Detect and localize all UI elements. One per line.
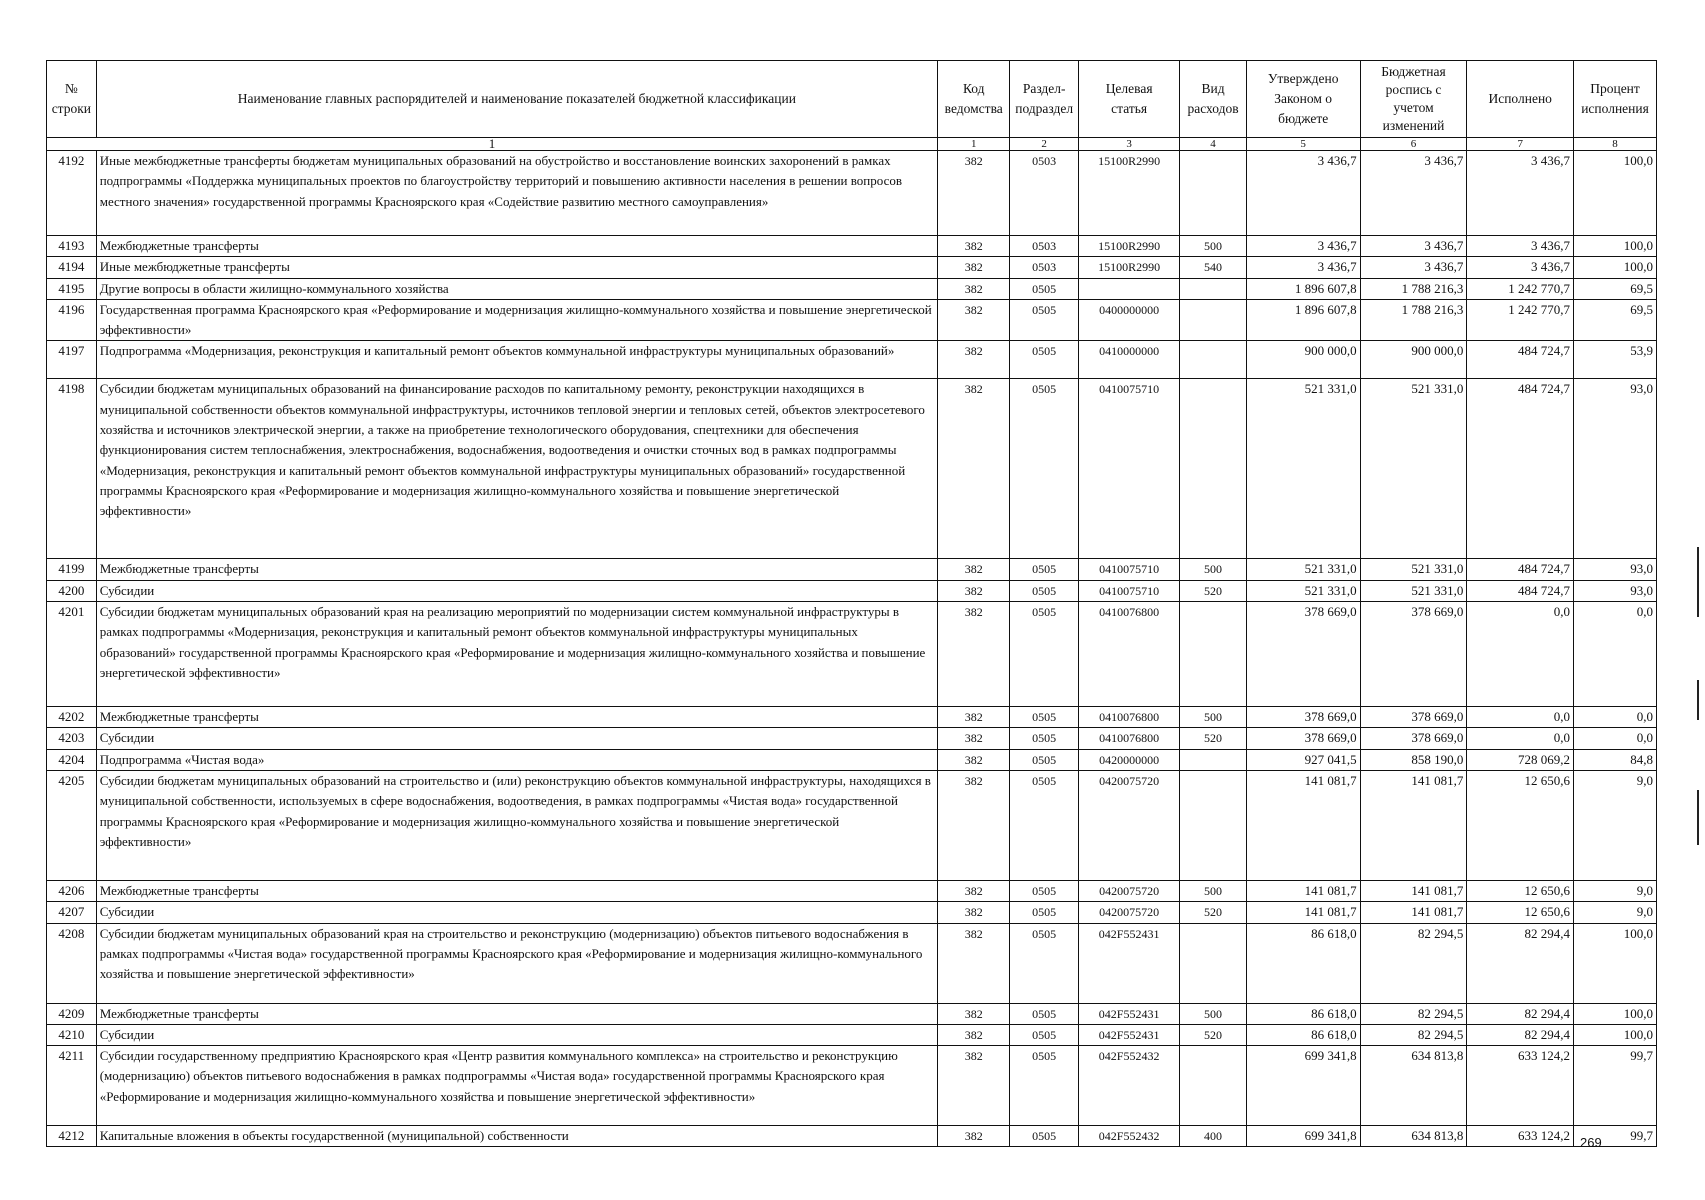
approved-amount: 521 331,0: [1246, 559, 1360, 580]
executed-amount: 82 294,4: [1467, 1024, 1574, 1045]
executed-amount: 633 124,2: [1467, 1046, 1574, 1126]
executed-amount: 484 724,7: [1467, 559, 1574, 580]
scan-edge-mark: [1697, 680, 1699, 720]
section-code: 0505: [1010, 580, 1078, 601]
scan-edge-mark: [1697, 547, 1699, 617]
column-number: 7: [1467, 138, 1574, 151]
table-row: [47, 257, 1657, 278]
approved-amount: 699 341,8: [1246, 1046, 1360, 1126]
dept-code: 382: [937, 1003, 1010, 1024]
dept-code: 382: [937, 580, 1010, 601]
dept-code: 382: [937, 728, 1010, 749]
header-row-number: № строки: [47, 61, 97, 138]
dept-code: 382: [937, 1046, 1010, 1126]
row-number: 4195: [47, 278, 97, 299]
approved-amount: 1 896 607,8: [1246, 299, 1360, 341]
row-number: 4204: [47, 749, 97, 770]
budget-list-amount: 900 000,0: [1360, 341, 1467, 379]
column-number: 6: [1360, 138, 1467, 151]
row-number: 4201: [47, 602, 97, 707]
executed-amount: 0,0: [1467, 728, 1574, 749]
section-code: 0505: [1010, 1003, 1078, 1024]
dept-code: 382: [937, 1126, 1010, 1147]
header-budget-list: Бюджетная роспись с учетом изменений: [1360, 61, 1467, 138]
approved-amount: 900 000,0: [1246, 341, 1360, 379]
executed-amount: 12 650,6: [1467, 770, 1574, 880]
executed-amount: 1 242 770,7: [1467, 299, 1574, 341]
approved-amount: 699 341,8: [1246, 1126, 1360, 1147]
header-approved: Утверждено Законом о бюджете: [1246, 61, 1360, 138]
dept-code: 382: [937, 559, 1010, 580]
dept-code: 382: [937, 902, 1010, 923]
row-name: Межбюджетные трансферты: [96, 236, 937, 257]
table-row: [47, 341, 1657, 379]
approved-amount: 141 081,7: [1246, 902, 1360, 923]
dept-code: 382: [937, 379, 1010, 559]
budget-list-amount: 1 788 216,3: [1360, 278, 1467, 299]
row-number: 4209: [47, 1003, 97, 1024]
section-code: 0505: [1010, 379, 1078, 559]
header-percent: Процент исполнения: [1574, 61, 1657, 138]
dept-code: 382: [937, 236, 1010, 257]
target-code: 0420075720: [1078, 770, 1180, 880]
table-row: [47, 728, 1657, 749]
row-number: 4206: [47, 880, 97, 901]
execution-percent: 9,0: [1574, 770, 1657, 880]
scan-edge-mark: [1697, 790, 1699, 845]
approved-amount: 378 669,0: [1246, 707, 1360, 728]
row-name: Межбюджетные трансферты: [96, 559, 937, 580]
dept-code: 382: [937, 151, 1010, 236]
execution-percent: 69,5: [1574, 299, 1657, 341]
budget-list-amount: 3 436,7: [1360, 257, 1467, 278]
approved-amount: 1 896 607,8: [1246, 278, 1360, 299]
table-row: [47, 278, 1657, 299]
section-code: 0505: [1010, 1126, 1078, 1147]
executed-amount: 82 294,4: [1467, 1003, 1574, 1024]
dept-code: 382: [937, 341, 1010, 379]
budget-list-amount: 634 813,8: [1360, 1046, 1467, 1126]
expense-type-code: [1180, 1046, 1246, 1126]
table-row: [47, 880, 1657, 901]
header-name: Наименование главных распорядителей и наименование показателей бюджетной классификации: [96, 61, 937, 138]
row-name: Подпрограмма «Чистая вода»: [96, 749, 937, 770]
expense-type-code: 520: [1180, 728, 1246, 749]
row-number: 4200: [47, 580, 97, 601]
execution-percent: 100,0: [1574, 1003, 1657, 1024]
row-number: 4194: [47, 257, 97, 278]
column-number: 2: [1010, 138, 1078, 151]
execution-percent: 100,0: [1574, 1024, 1657, 1045]
target-code: 042F552431: [1078, 1024, 1180, 1045]
approved-amount: 378 669,0: [1246, 602, 1360, 707]
section-code: 0503: [1010, 151, 1078, 236]
expense-type-code: 520: [1180, 580, 1246, 601]
dept-code: 382: [937, 278, 1010, 299]
execution-percent: 9,0: [1574, 902, 1657, 923]
executed-amount: 484 724,7: [1467, 379, 1574, 559]
execution-percent: 0,0: [1574, 602, 1657, 707]
execution-percent: 99,7: [1574, 1046, 1657, 1126]
table-row: [47, 1024, 1657, 1045]
table-row: [47, 770, 1657, 880]
execution-percent: 84,8: [1574, 749, 1657, 770]
column-number: 1: [937, 138, 1010, 151]
target-code: 15100R2990: [1078, 257, 1180, 278]
table-row: [47, 707, 1657, 728]
column-number: 4: [1180, 138, 1246, 151]
executed-amount: 728 069,2: [1467, 749, 1574, 770]
section-code: 0505: [1010, 299, 1078, 341]
expense-type-code: [1180, 278, 1246, 299]
page-number: 269: [1580, 1135, 1602, 1150]
budget-list-amount: 82 294,5: [1360, 1003, 1467, 1024]
execution-percent: 100,0: [1574, 236, 1657, 257]
header-target: Целевая статья: [1078, 61, 1180, 138]
row-number: 4193: [47, 236, 97, 257]
expense-type-code: [1180, 151, 1246, 236]
budget-list-amount: 82 294,5: [1360, 1024, 1467, 1045]
approved-amount: 3 436,7: [1246, 151, 1360, 236]
expense-type-code: 500: [1180, 559, 1246, 580]
table-row: [47, 602, 1657, 707]
row-number: 4192: [47, 151, 97, 236]
budget-list-amount: 634 813,8: [1360, 1126, 1467, 1147]
target-code: 0410076800: [1078, 728, 1180, 749]
target-code: 0410075710: [1078, 580, 1180, 601]
dept-code: 382: [937, 770, 1010, 880]
target-code: 042F552431: [1078, 1003, 1180, 1024]
executed-amount: 3 436,7: [1467, 257, 1574, 278]
header-executed: Исполнено: [1467, 61, 1574, 138]
row-number: 4212: [47, 1126, 97, 1147]
approved-amount: 141 081,7: [1246, 770, 1360, 880]
dept-code: 382: [937, 880, 1010, 901]
target-code: 15100R2990: [1078, 151, 1180, 236]
row-name: Другие вопросы в области жилищно-коммунального хозяйства: [96, 278, 937, 299]
executed-amount: 3 436,7: [1467, 236, 1574, 257]
expense-type-code: [1180, 749, 1246, 770]
budget-list-amount: 378 669,0: [1360, 602, 1467, 707]
dept-code: 382: [937, 707, 1010, 728]
budget-list-amount: 521 331,0: [1360, 379, 1467, 559]
executed-amount: 484 724,7: [1467, 580, 1574, 601]
row-name: Капитальные вложения в объекты государственной (муниципальной) собственности: [96, 1126, 937, 1147]
expense-type-code: [1180, 379, 1246, 559]
expense-type-code: 500: [1180, 707, 1246, 728]
table-row: [47, 236, 1657, 257]
execution-percent: 53,9: [1574, 341, 1657, 379]
section-code: 0505: [1010, 707, 1078, 728]
row-number: 4198: [47, 379, 97, 559]
execution-percent: 93,0: [1574, 379, 1657, 559]
row-name: Иные межбюджетные трансферты бюджетам муниципальных образований на обустройство и восстановление воинских захоронений в рамках подпрограммы «Поддержка муниципальных проектов по благоустройству территорий и повышению активности населения в решении вопросов местного значения» государственной программы Красноярского края «Содействие развитию местного самоуправления»: [96, 151, 937, 236]
section-code: 0505: [1010, 1024, 1078, 1045]
target-code: 042F552431: [1078, 923, 1180, 1003]
header-expense-type: Вид расходов: [1180, 61, 1246, 138]
executed-amount: 633 124,2: [1467, 1126, 1574, 1147]
row-name: Межбюджетные трансферты: [96, 880, 937, 901]
column-number: 1: [47, 138, 938, 151]
approved-amount: 521 331,0: [1246, 580, 1360, 601]
expense-type-code: 540: [1180, 257, 1246, 278]
expense-type-code: 400: [1180, 1126, 1246, 1147]
budget-list-amount: 378 669,0: [1360, 707, 1467, 728]
section-code: 0503: [1010, 236, 1078, 257]
section-code: 0505: [1010, 880, 1078, 901]
budget-list-amount: 82 294,5: [1360, 923, 1467, 1003]
execution-percent: 99,7: [1574, 1126, 1657, 1147]
row-number: 4199: [47, 559, 97, 580]
row-name: Субсидии: [96, 580, 937, 601]
approved-amount: 3 436,7: [1246, 236, 1360, 257]
approved-amount: 86 618,0: [1246, 923, 1360, 1003]
row-number: 4210: [47, 1024, 97, 1045]
target-code: [1078, 278, 1180, 299]
table-row: [47, 923, 1657, 1003]
row-number: 4207: [47, 902, 97, 923]
row-name: Субсидии бюджетам муниципальных образований края на строительство и реконструкцию (модернизацию) объектов питьевого водоснабжения в рамках подпрограммы «Чистая вода» государственной программы Красноярского края «Реформирование и модернизация жилищно-коммунального хозяйства и повышение энергетической эффективности»: [96, 923, 937, 1003]
row-name: Субсидии: [96, 1024, 937, 1045]
row-number: 4196: [47, 299, 97, 341]
execution-percent: 0,0: [1574, 728, 1657, 749]
execution-percent: 93,0: [1574, 559, 1657, 580]
executed-amount: 12 650,6: [1467, 902, 1574, 923]
row-number: 4202: [47, 707, 97, 728]
target-code: 0400000000: [1078, 299, 1180, 341]
target-code: 0420075720: [1078, 880, 1180, 901]
header-row: [47, 61, 1657, 138]
dept-code: 382: [937, 257, 1010, 278]
table-row: [47, 902, 1657, 923]
column-number-row: [47, 138, 1657, 151]
executed-amount: 12 650,6: [1467, 880, 1574, 901]
row-name: Межбюджетные трансферты: [96, 707, 937, 728]
section-code: 0505: [1010, 278, 1078, 299]
dept-code: 382: [937, 1024, 1010, 1045]
budget-list-amount: 3 436,7: [1360, 151, 1467, 236]
expense-type-code: [1180, 923, 1246, 1003]
row-number: 4205: [47, 770, 97, 880]
approved-amount: 86 618,0: [1246, 1024, 1360, 1045]
header-section: Раздел- подраздел: [1010, 61, 1078, 138]
target-code: 0420075720: [1078, 902, 1180, 923]
row-number: 4211: [47, 1046, 97, 1126]
execution-percent: 93,0: [1574, 580, 1657, 601]
approved-amount: 927 041,5: [1246, 749, 1360, 770]
row-number: 4197: [47, 341, 97, 379]
row-name: Субсидии: [96, 902, 937, 923]
target-code: 0410076800: [1078, 707, 1180, 728]
budget-list-amount: 141 081,7: [1360, 880, 1467, 901]
row-number: 4203: [47, 728, 97, 749]
expense-type-code: [1180, 341, 1246, 379]
budget-list-amount: 141 081,7: [1360, 902, 1467, 923]
table-row: [47, 559, 1657, 580]
table-row: [47, 1126, 1657, 1147]
row-name: Государственная программа Красноярского края «Реформирование и модернизация жилищно-коммунального хозяйства и повышение энергетической эффективности»: [96, 299, 937, 341]
approved-amount: 3 436,7: [1246, 257, 1360, 278]
target-code: 0410000000: [1078, 341, 1180, 379]
dept-code: 382: [937, 749, 1010, 770]
expense-type-code: 520: [1180, 902, 1246, 923]
target-code: 15100R2990: [1078, 236, 1180, 257]
budget-report-sheet: [46, 60, 1657, 1147]
executed-amount: 3 436,7: [1467, 151, 1574, 236]
budget-table: [46, 60, 1657, 1147]
table-row: [47, 580, 1657, 601]
execution-percent: 9,0: [1574, 880, 1657, 901]
section-code: 0505: [1010, 1046, 1078, 1126]
table-row: [47, 1003, 1657, 1024]
section-code: 0505: [1010, 728, 1078, 749]
executed-amount: 0,0: [1467, 707, 1574, 728]
expense-type-code: 500: [1180, 1003, 1246, 1024]
table-row: [47, 1046, 1657, 1126]
row-name: Подпрограмма «Модернизация, реконструкция и капитальный ремонт объектов коммунальной инфраструктуры муниципальных образований»: [96, 341, 937, 379]
budget-list-amount: 3 436,7: [1360, 236, 1467, 257]
budget-list-amount: 858 190,0: [1360, 749, 1467, 770]
approved-amount: 141 081,7: [1246, 880, 1360, 901]
table-row: [47, 151, 1657, 236]
executed-amount: 484 724,7: [1467, 341, 1574, 379]
dept-code: 382: [937, 299, 1010, 341]
dept-code: 382: [937, 602, 1010, 707]
approved-amount: 86 618,0: [1246, 1003, 1360, 1024]
approved-amount: 521 331,0: [1246, 379, 1360, 559]
target-code: 042F552432: [1078, 1046, 1180, 1126]
row-name: Субсидии государственному предприятию Красноярского края «Центр развития коммунального комплекса» на строительство и реконструкцию (модернизацию) объектов питьевого водоснабжения в рамках подпрограммы «Чистая вода» государственной программы Красноярского края «Реформирование и модернизация жилищно-коммунального хозяйства и повышение энергетической эффективности»: [96, 1046, 937, 1126]
executed-amount: 1 242 770,7: [1467, 278, 1574, 299]
section-code: 0505: [1010, 902, 1078, 923]
execution-percent: 69,5: [1574, 278, 1657, 299]
column-number: 8: [1574, 138, 1657, 151]
target-code: 042F552432: [1078, 1126, 1180, 1147]
budget-list-amount: 1 788 216,3: [1360, 299, 1467, 341]
target-code: 0410075710: [1078, 559, 1180, 580]
section-code: 0505: [1010, 923, 1078, 1003]
row-name: Иные межбюджетные трансферты: [96, 257, 937, 278]
expense-type-code: [1180, 770, 1246, 880]
execution-percent: 100,0: [1574, 257, 1657, 278]
target-code: 0410076800: [1078, 602, 1180, 707]
approved-amount: 378 669,0: [1246, 728, 1360, 749]
expense-type-code: [1180, 602, 1246, 707]
target-code: 0410075710: [1078, 379, 1180, 559]
column-number: 5: [1246, 138, 1360, 151]
row-name: Субсидии бюджетам муниципальных образований края на реализацию мероприятий по модернизации систем коммунальной инфраструктуры в рамках подпрограммы «Модернизация, реконструкция и капитальный ремонт объектов коммунальной инфраструктуры муниципальных образований» государственной программы Красноярского края «Реформирование и модернизация жилищно-коммунального хозяйства и повышение энергетической эффективности»: [96, 602, 937, 707]
executed-amount: 82 294,4: [1467, 923, 1574, 1003]
section-code: 0505: [1010, 602, 1078, 707]
section-code: 0505: [1010, 341, 1078, 379]
executed-amount: 0,0: [1467, 602, 1574, 707]
table-row: [47, 299, 1657, 341]
table-row: [47, 379, 1657, 559]
budget-list-amount: 521 331,0: [1360, 559, 1467, 580]
execution-percent: 100,0: [1574, 923, 1657, 1003]
budget-list-amount: 378 669,0: [1360, 728, 1467, 749]
execution-percent: 0,0: [1574, 707, 1657, 728]
expense-type-code: 500: [1180, 236, 1246, 257]
section-code: 0503: [1010, 257, 1078, 278]
row-name: Межбюджетные трансферты: [96, 1003, 937, 1024]
section-code: 0505: [1010, 559, 1078, 580]
dept-code: 382: [937, 923, 1010, 1003]
column-number: 3: [1078, 138, 1180, 151]
section-code: 0505: [1010, 749, 1078, 770]
row-name: Субсидии бюджетам муниципальных образований на финансирование расходов по капитальному ремонту, реконструкции находящихся в муниципальной собственности объектов коммунальной инфраструктуры, источников тепловой энергии и тепловых сетей, объектов электросетевого хозяйства и источников электрической энергии, а также на приобретение технологического оборудования, спецтехники для обеспечения функционирования систем теплоснабжения, электроснабжения, водоснабжения, водоотведения и очистки сточных вод в рамках подпрограммы «Модернизация, реконструкция и капитальный ремонт объектов коммунальной инфраструктуры муниципальных образований» государственной программы Красноярского края «Реформирование и модернизация жилищно-коммунального хозяйства и повышение энергетической эффективности»: [96, 379, 937, 559]
execution-percent: 100,0: [1574, 151, 1657, 236]
row-name: Субсидии: [96, 728, 937, 749]
expense-type-code: [1180, 299, 1246, 341]
table-row: [47, 749, 1657, 770]
expense-type-code: 520: [1180, 1024, 1246, 1045]
header-dept-code: Код ведомства: [937, 61, 1010, 138]
row-number: 4208: [47, 923, 97, 1003]
target-code: 0420000000: [1078, 749, 1180, 770]
section-code: 0505: [1010, 770, 1078, 880]
row-name: Субсидии бюджетам муниципальных образований на строительство и (или) реконструкцию объектов коммунальной инфраструктуры, находящихся в муниципальной собственности, используемых в сфере водоснабжения, водоотведения, в рамках подпрограммы «Чистая вода» государственной программы Красноярского края «Реформирование и модернизация жилищно-коммунального хозяйства и повышение энергетической эффективности»: [96, 770, 937, 880]
expense-type-code: 500: [1180, 880, 1246, 901]
budget-list-amount: 521 331,0: [1360, 580, 1467, 601]
budget-list-amount: 141 081,7: [1360, 770, 1467, 880]
